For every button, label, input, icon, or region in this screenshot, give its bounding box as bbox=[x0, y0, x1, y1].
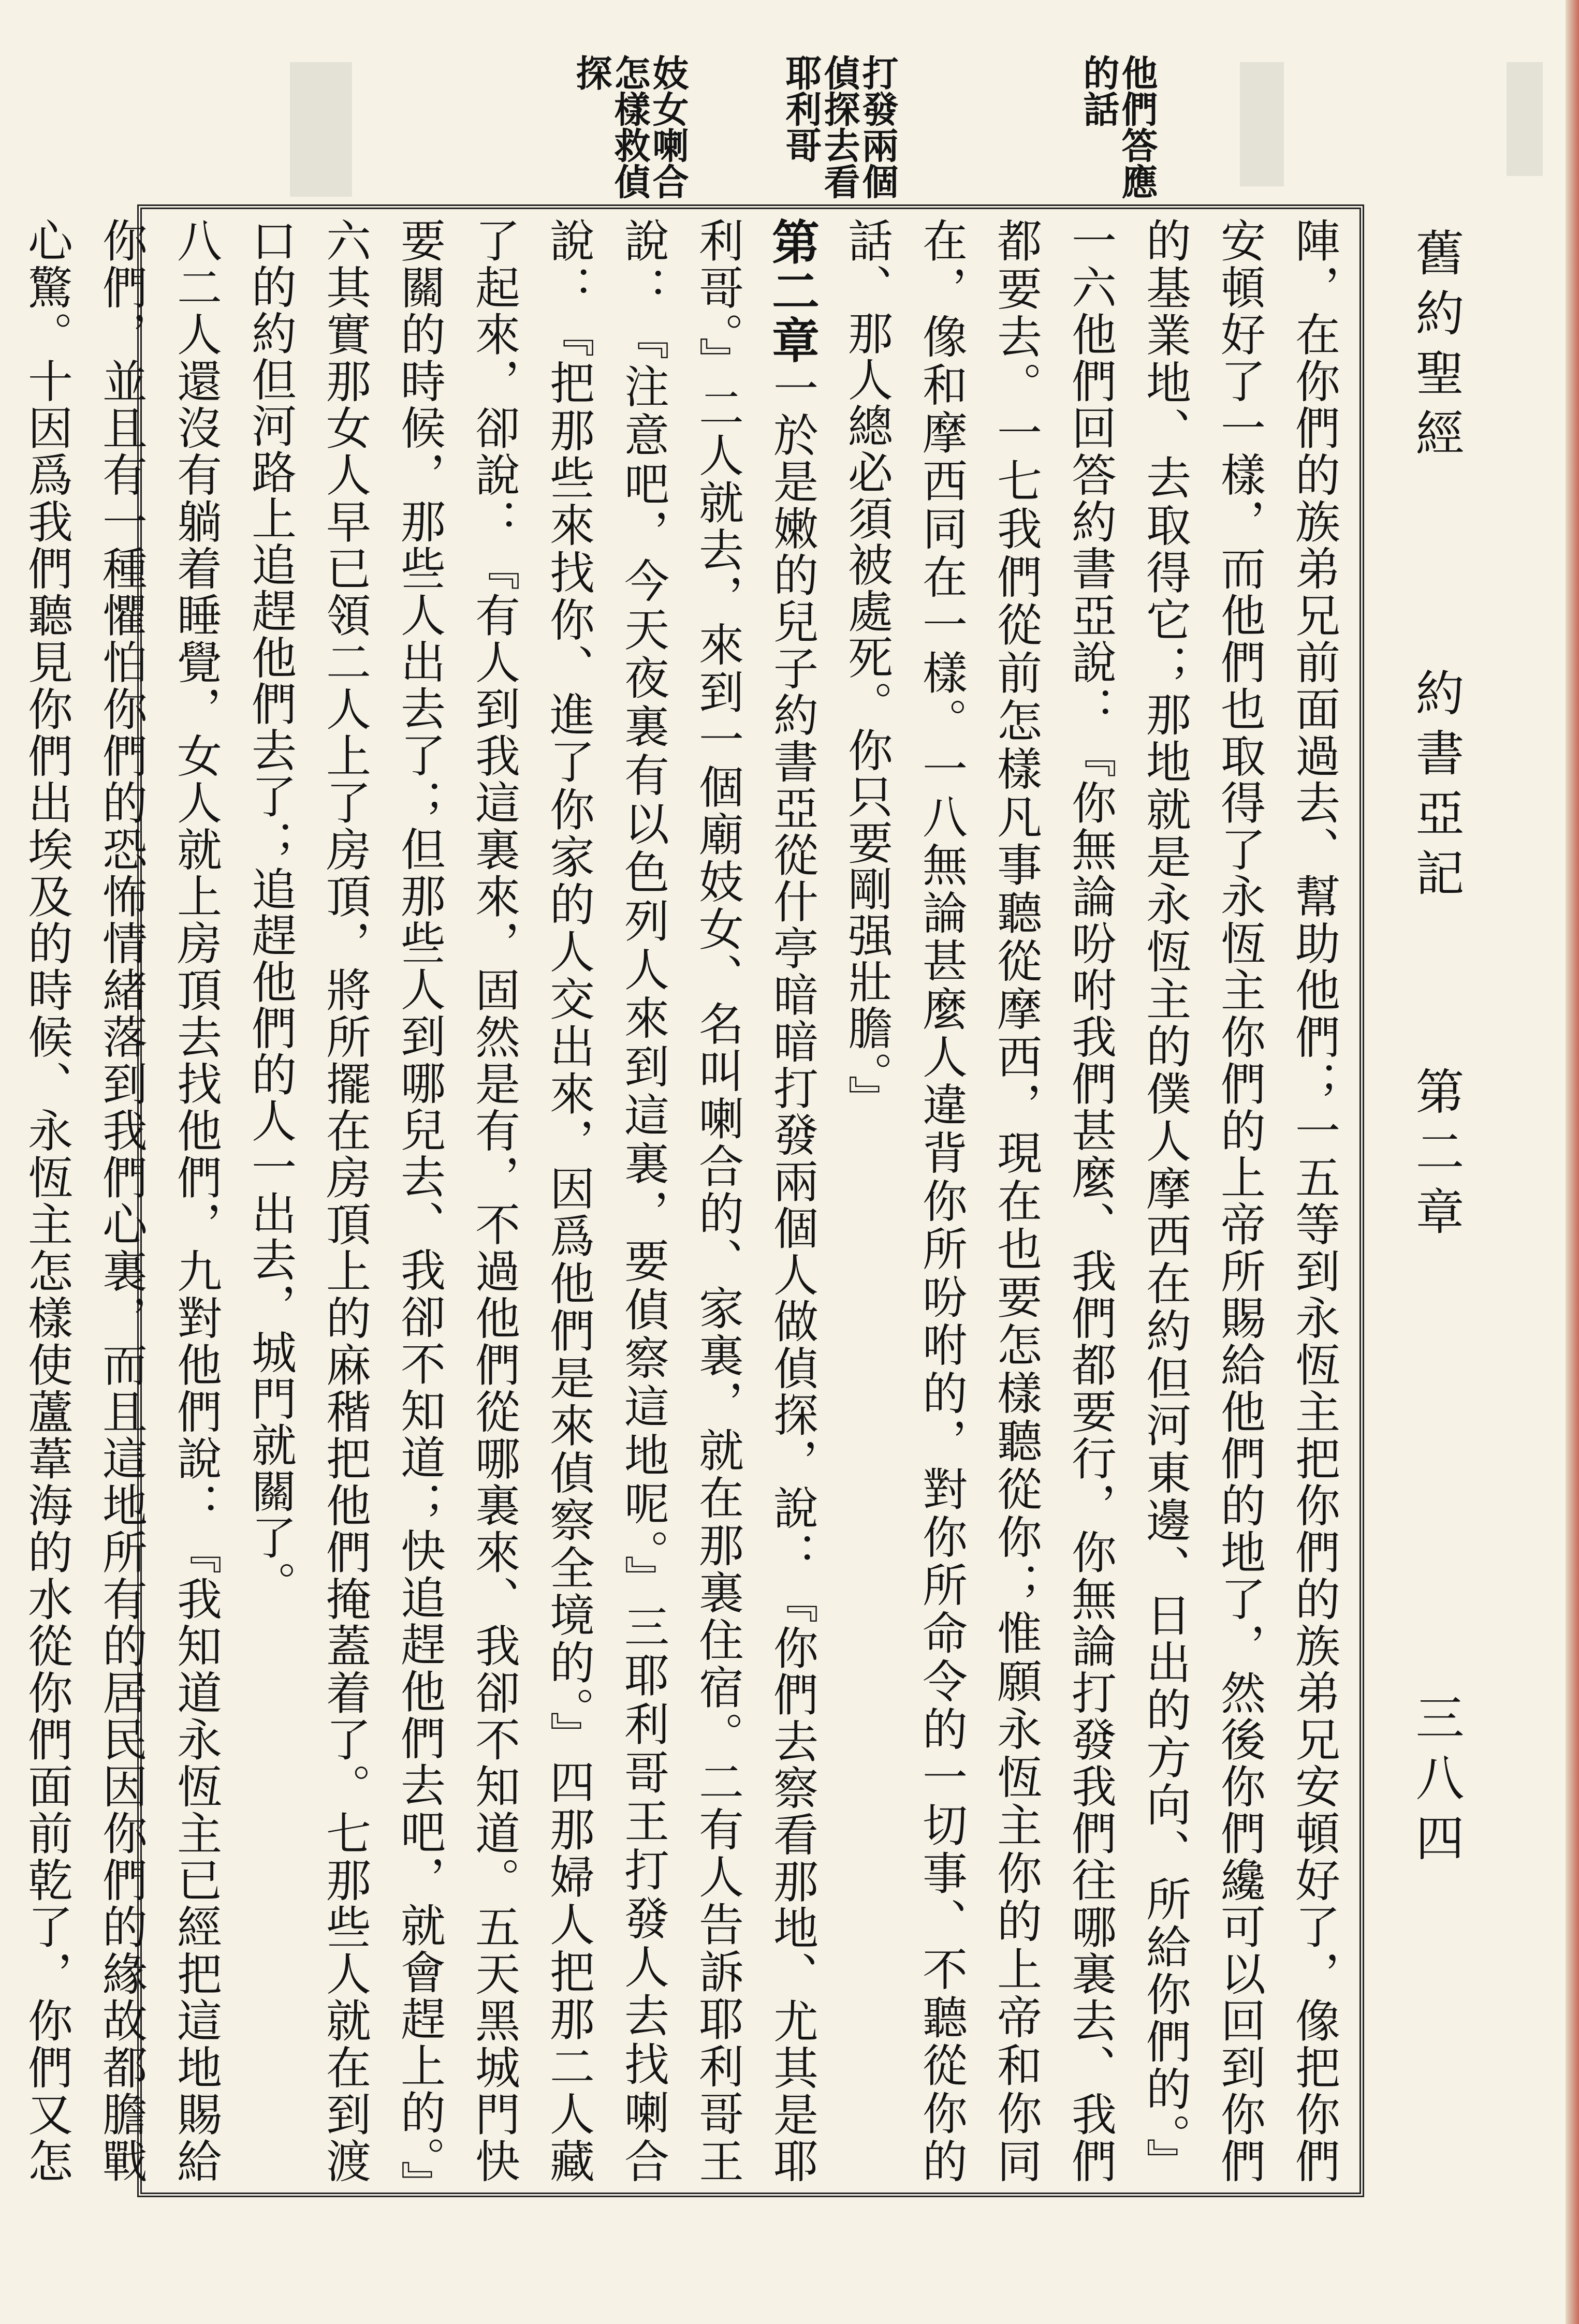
paragraph: 一於是嫩的兒子約書亞從什亭暗暗打發兩個人做偵探，說：『你們去察看那地、尤其是耶利哥。』二人就去，來到一個廟妓女、名叫喇合的、家裏，就在那裏住宿。二有人告訴耶利哥王說：『注意吧，今天夜裏有以色列人來到這裏，要偵察這地呢。』三耶利哥王打發人去找喇合說：『把那些來找你、進了你家的人交出來，因爲他們是來偵察全境的。』四那婦人把那二人藏了起來，卻說：『有人到我這裏來，固然是有，不過他們從哪裏來、我卻不知道。五天黑城門快要關的時候，那些人出去了；但那些人到哪兒去、我卻不知道；快追趕他們去吧，就會趕上的。』六其實那女人早已領二人上了房頂，將所擺在房頂上的麻稭把他們掩蓋着了。七那些人就在到渡口的約但河路上追趕他們去了；追趕他們的人一出去，城門就關了。 bbox=[244, 217, 818, 2185]
section-heading: 打發兩個偵探去看耶利哥 bbox=[780, 54, 899, 199]
body-text bbox=[20, 217, 1351, 2185]
section-heading: 妓女喇合怎樣救偵探 bbox=[570, 54, 690, 199]
paragraph-chapter-start bbox=[233, 217, 829, 2184]
section-heading: 他們答應的話 bbox=[1077, 54, 1159, 199]
paragraph: 八二人還沒有躺着睡覺，女人就上房頂去找他們，九對他們說：『我知道永恆主已經把這地賜給你們，並且有一種懼怕你們的恐怖情緒落到我們心裏，而且這地所有的居民因你們的緣故都膽戰心驚。十因爲我們聽見你們出埃及的時候、永恆主怎樣使蘆葦海的水從你們面前乾了，你們又怎 bbox=[20, 217, 222, 2184]
header-book: 舊約聖經 bbox=[1407, 228, 1464, 468]
page-edge bbox=[1566, 0, 1579, 2324]
paragraph: 陣，在你們的族弟兄前面過去、幫助他們；一五等到永恆主把你們的族弟兄安頓好了，像把你們安頓好了一樣，而他們也取得了永恆主你們的上帝所賜給他們的地了，然後你們纔可以回到你們的基業地、去取得它；那地就是永恆主的僕人摩西在約但河東邊、日出的方向、所給你們的。』一六他們回答約書亞說：『你無論吩咐我們甚麼、我們都要行，你無論打發我們往哪裏去、我們都要去。一七我們從前怎樣凡事聽從摩西，現在也要怎樣聽從你；惟願永恆主你的上帝和你同在，像和摩西同在一樣。一八無論甚麼人違背你所吩咐的，對你所命令的一切事、不聽從你的話、那人總必須被處死。你只要剛强壯膽。』 bbox=[840, 217, 1340, 2184]
bleed-through bbox=[1240, 62, 1284, 186]
page-number: 三八四 bbox=[1407, 1693, 1464, 1873]
header-chapter: 第二章 bbox=[1407, 1066, 1464, 1246]
header-book-title: 約書亞記 bbox=[1407, 668, 1464, 908]
bleed-through bbox=[1507, 62, 1543, 176]
bleed-through bbox=[290, 62, 352, 197]
chapter-heading: 第二章 bbox=[764, 217, 820, 365]
